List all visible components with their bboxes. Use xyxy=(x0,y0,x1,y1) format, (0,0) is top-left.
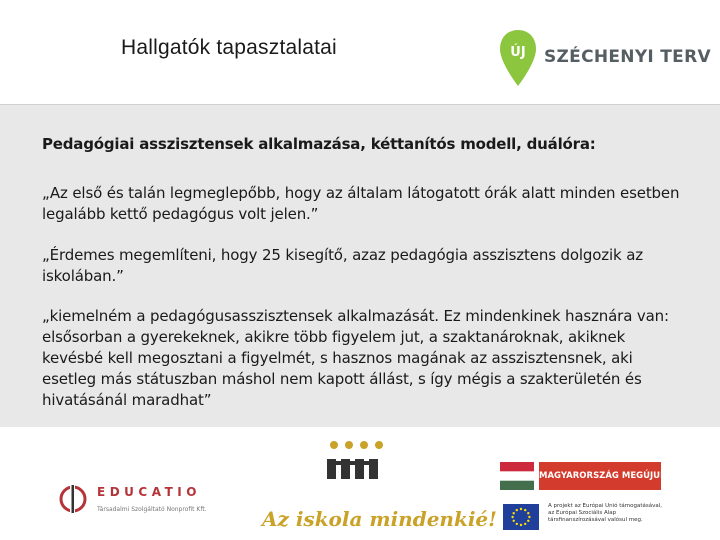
educatio-circle-icon xyxy=(57,482,91,516)
magyarorszag-megujul-logo xyxy=(500,462,700,532)
quote-1: „Az első és talán legmeglepőbb, hogy az általam látogatott órák alatt minden esetben legalább kettő pedagógus volt jelen.” xyxy=(42,184,680,223)
quote-3: „kiemelném a pedagógusasszisztensek alkalmazását. Ez mindenkinek hasznára van: elsősorban a gyerekeknek, akikre több figyelem jut, a szaktanároknak, akiknek kevésbé kell megosztani a figyelmét, s hasznos magának az asszisztensnek, aki esetleg más státuszban máshol nem kapott állást, s így mégis a szakterületén és hivatásánál maradhat” xyxy=(42,307,669,409)
eu-flag-icon xyxy=(503,504,539,530)
iskola-slogan: Az iskola mindenkié! xyxy=(262,507,497,531)
educatio-logo xyxy=(57,482,227,522)
page-title: Hallgatók tapasztalatai xyxy=(121,36,337,59)
iskola-children-icon xyxy=(324,437,394,497)
quote-2: „Érdemes megemlíteni, hogy 25 kisegítő, azaz pedagógia asszisztens dolgozik az iskolában.” xyxy=(42,246,643,285)
educatio-subtitle: Társadalmi Szolgáltató Nonprofit Kft. xyxy=(97,506,207,513)
section-heading: Pedagógiai asszisztensek alkalmazása, kéttanítós modell, duálóra: xyxy=(42,135,596,153)
szechenyi-pin-icon xyxy=(498,28,538,90)
slide-header xyxy=(0,0,720,104)
iskola-logo xyxy=(262,437,497,532)
szechenyi-terv-logo xyxy=(498,28,711,98)
hungarian-flag-icon xyxy=(500,462,534,490)
mm-banner: MAGYARORSZÁG MEGÚJUL xyxy=(539,462,661,490)
educatio-name: EDUCATIO xyxy=(97,485,201,499)
footer-logos xyxy=(0,427,720,540)
eu-funding-text: A projekt az Európai Unió támogatásával, az Európai Szociális Alap társfinanszírozásával valósul meg. xyxy=(548,503,663,523)
logo-badge: ÚJ xyxy=(510,45,526,60)
content-panel xyxy=(0,104,720,428)
logo-text: SZÉCHENYI TERV xyxy=(544,47,711,67)
